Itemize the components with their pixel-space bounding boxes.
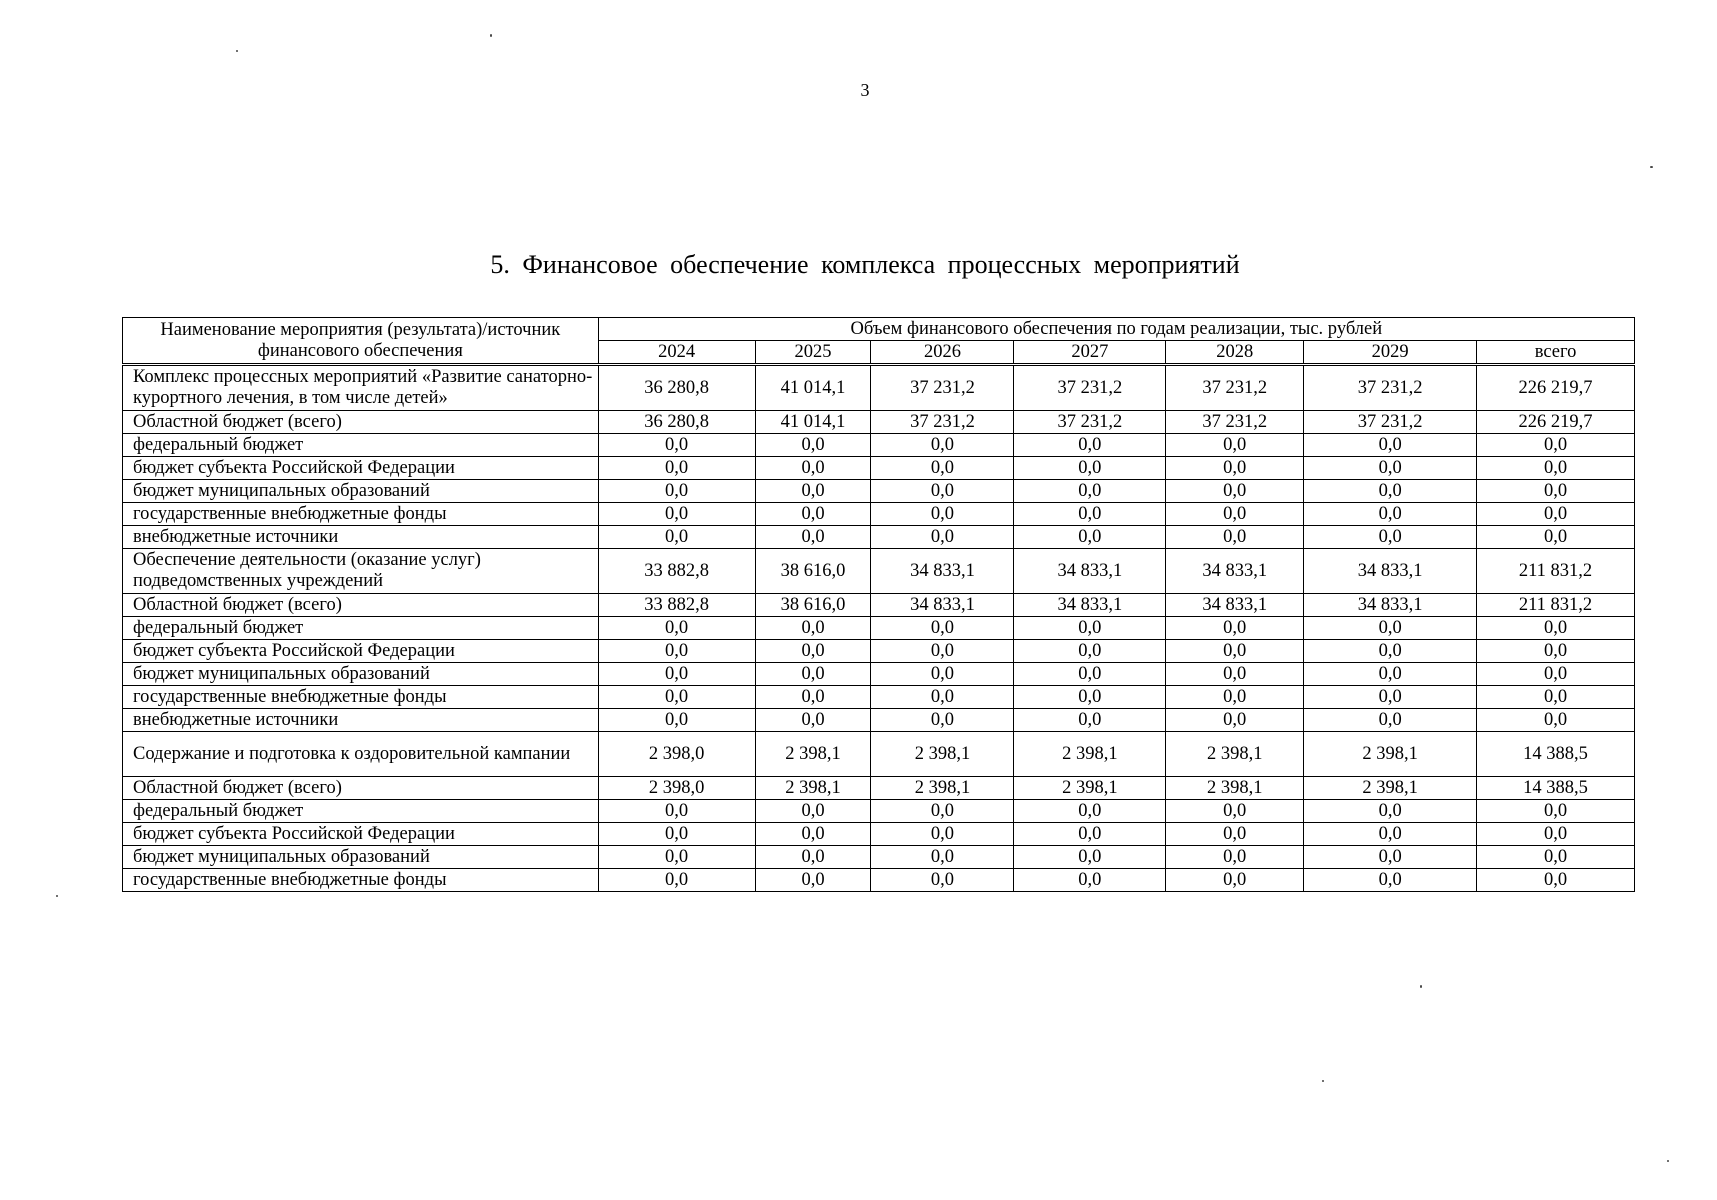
value-cell: 36 280,8: [598, 365, 755, 411]
row-name-cell: федеральный бюджет: [123, 434, 599, 457]
value-cell: 0,0: [1166, 846, 1304, 869]
value-cell: 0,0: [1304, 709, 1477, 732]
row-name-cell: государственные внебюджетные фонды: [123, 869, 599, 892]
value-cell: 0,0: [871, 526, 1014, 549]
value-cell: 37 231,2: [1166, 365, 1304, 411]
value-cell: 0,0: [755, 686, 871, 709]
row-name-cell: внебюджетные источники: [123, 709, 599, 732]
value-cell: 0,0: [598, 434, 755, 457]
value-cell: 0,0: [1014, 617, 1166, 640]
value-cell: 0,0: [1477, 869, 1635, 892]
scan-speck: [1650, 166, 1653, 168]
value-cell: 0,0: [871, 686, 1014, 709]
value-cell: 0,0: [1477, 434, 1635, 457]
value-cell: 2 398,1: [871, 732, 1014, 777]
value-cell: 0,0: [1304, 846, 1477, 869]
value-cell: 14 388,5: [1477, 777, 1635, 800]
value-cell: 0,0: [1304, 526, 1477, 549]
value-cell: 0,0: [1477, 800, 1635, 823]
value-cell: 41 014,1: [755, 365, 871, 411]
row-name-cell: государственные внебюджетные фонды: [123, 503, 599, 526]
value-cell: 0,0: [1166, 480, 1304, 503]
name-column-header: Наименование мероприятия (результата)/источник финансового обеспечения: [123, 318, 599, 365]
table-row: [123, 686, 1635, 709]
table-row: [123, 709, 1635, 732]
value-cell: 0,0: [871, 823, 1014, 846]
value-cell: 0,0: [598, 869, 755, 892]
value-cell: 0,0: [1477, 709, 1635, 732]
value-cell: 33 882,8: [598, 549, 755, 594]
value-cell: 0,0: [1477, 846, 1635, 869]
value-cell: 34 833,1: [1166, 594, 1304, 617]
value-cell: 37 231,2: [871, 411, 1014, 434]
table-row: [123, 434, 1635, 457]
value-cell: 0,0: [1304, 686, 1477, 709]
value-cell: 0,0: [1166, 457, 1304, 480]
value-cell: 0,0: [1477, 503, 1635, 526]
year-header: 2029: [1304, 341, 1477, 365]
value-cell: 2 398,1: [1166, 732, 1304, 777]
table-row: [123, 663, 1635, 686]
value-cell: 226 219,7: [1477, 365, 1635, 411]
value-cell: 2 398,1: [755, 777, 871, 800]
value-cell: 0,0: [1477, 640, 1635, 663]
year-header: 2028: [1166, 341, 1304, 365]
scan-speck: [1322, 1080, 1324, 1082]
row-name-cell: государственные внебюджетные фонды: [123, 686, 599, 709]
value-cell: 0,0: [1014, 686, 1166, 709]
value-cell: 0,0: [1304, 640, 1477, 663]
value-cell: 37 231,2: [1304, 411, 1477, 434]
value-cell: 0,0: [1304, 480, 1477, 503]
value-cell: 211 831,2: [1477, 594, 1635, 617]
table-row: [123, 457, 1635, 480]
value-cell: 2 398,0: [598, 777, 755, 800]
row-name-cell: бюджет субъекта Российской Федерации: [123, 457, 599, 480]
value-cell: 0,0: [871, 869, 1014, 892]
value-cell: 0,0: [598, 709, 755, 732]
table-row: [123, 869, 1635, 892]
value-cell: 0,0: [1304, 457, 1477, 480]
value-cell: 36 280,8: [598, 411, 755, 434]
table-row: [123, 640, 1635, 663]
value-cell: 37 231,2: [1166, 411, 1304, 434]
value-cell: 0,0: [1304, 434, 1477, 457]
value-cell: 0,0: [1014, 869, 1166, 892]
volume-header: Объем финансового обеспечения по годам реализации, тыс. рублей: [598, 318, 1634, 341]
value-cell: 0,0: [1014, 663, 1166, 686]
table-row: [123, 480, 1635, 503]
value-cell: 2 398,1: [755, 732, 871, 777]
value-cell: 38 616,0: [755, 549, 871, 594]
value-cell: 0,0: [598, 846, 755, 869]
year-header: 2024: [598, 341, 755, 365]
table-row: [123, 800, 1635, 823]
row-name-cell: бюджет муниципальных образований: [123, 663, 599, 686]
table-row: [123, 526, 1635, 549]
value-cell: 0,0: [1166, 434, 1304, 457]
row-name-cell: бюджет субъекта Российской Федерации: [123, 823, 599, 846]
value-cell: 0,0: [871, 480, 1014, 503]
value-cell: 34 833,1: [1014, 549, 1166, 594]
row-name-cell: Обеспечение деятельности (оказание услуг) подведомственных учреждений: [123, 549, 599, 594]
value-cell: 0,0: [1014, 846, 1166, 869]
value-cell: 0,0: [598, 503, 755, 526]
value-cell: 0,0: [755, 434, 871, 457]
value-cell: 0,0: [871, 457, 1014, 480]
value-cell: 37 231,2: [1014, 411, 1166, 434]
table-row: [123, 365, 1635, 411]
value-cell: 0,0: [1477, 823, 1635, 846]
value-cell: 41 014,1: [755, 411, 871, 434]
table-row: [123, 549, 1635, 594]
row-name-cell: бюджет субъекта Российской Федерации: [123, 640, 599, 663]
table-row: [123, 823, 1635, 846]
value-cell: 0,0: [1304, 800, 1477, 823]
row-name-cell: Областной бюджет (всего): [123, 411, 599, 434]
value-cell: 0,0: [755, 869, 871, 892]
value-cell: 0,0: [1014, 434, 1166, 457]
row-name-cell: бюджет муниципальных образований: [123, 480, 599, 503]
value-cell: 0,0: [1477, 526, 1635, 549]
value-cell: 0,0: [598, 686, 755, 709]
value-cell: 0,0: [1014, 800, 1166, 823]
value-cell: 34 833,1: [1304, 549, 1477, 594]
value-cell: 34 833,1: [871, 594, 1014, 617]
value-cell: 0,0: [871, 503, 1014, 526]
value-cell: 0,0: [755, 663, 871, 686]
page-title: 5. Финансовое обеспечение комплекса процессных мероприятий: [490, 250, 1240, 279]
value-cell: 0,0: [1166, 869, 1304, 892]
value-cell: 0,0: [598, 640, 755, 663]
value-cell: 2 398,0: [598, 732, 755, 777]
value-cell: 0,0: [755, 503, 871, 526]
value-cell: 226 219,7: [1477, 411, 1635, 434]
value-cell: 2 398,1: [1304, 732, 1477, 777]
table-row: [123, 846, 1635, 869]
value-cell: 0,0: [1304, 503, 1477, 526]
value-cell: 14 388,5: [1477, 732, 1635, 777]
value-cell: 2 398,1: [871, 777, 1014, 800]
value-cell: 0,0: [598, 526, 755, 549]
value-cell: 0,0: [871, 434, 1014, 457]
table-row: [123, 732, 1635, 777]
value-cell: 0,0: [598, 823, 755, 846]
value-cell: 0,0: [755, 640, 871, 663]
value-cell: 2 398,1: [1166, 777, 1304, 800]
value-cell: 0,0: [1304, 823, 1477, 846]
year-header: 2026: [871, 341, 1014, 365]
value-cell: 0,0: [1166, 526, 1304, 549]
table-row: [123, 617, 1635, 640]
value-cell: 0,0: [1014, 480, 1166, 503]
value-cell: 0,0: [755, 526, 871, 549]
row-name-cell: Областной бюджет (всего): [123, 594, 599, 617]
value-cell: 33 882,8: [598, 594, 755, 617]
value-cell: 0,0: [1477, 457, 1635, 480]
value-cell: 0,0: [1166, 640, 1304, 663]
value-cell: 0,0: [598, 617, 755, 640]
value-cell: 0,0: [755, 800, 871, 823]
value-cell: 0,0: [1166, 617, 1304, 640]
value-cell: 0,0: [1477, 480, 1635, 503]
financing-table: [122, 317, 1635, 892]
row-name-cell: Содержание и подготовка к оздоровительной кампании: [123, 732, 599, 777]
value-cell: 0,0: [1304, 869, 1477, 892]
value-cell: 0,0: [1014, 823, 1166, 846]
scan-speck: [1420, 985, 1422, 988]
row-name-cell: федеральный бюджет: [123, 800, 599, 823]
year-header: всего: [1477, 341, 1635, 365]
value-cell: 34 833,1: [1014, 594, 1166, 617]
value-cell: 34 833,1: [1166, 549, 1304, 594]
value-cell: 0,0: [598, 480, 755, 503]
value-cell: 0,0: [598, 457, 755, 480]
value-cell: 34 833,1: [871, 549, 1014, 594]
value-cell: 0,0: [1166, 800, 1304, 823]
value-cell: 211 831,2: [1477, 549, 1635, 594]
row-name-cell: бюджет муниципальных образований: [123, 846, 599, 869]
row-name-cell: Областной бюджет (всего): [123, 777, 599, 800]
row-name-cell: федеральный бюджет: [123, 617, 599, 640]
value-cell: 0,0: [1014, 526, 1166, 549]
value-cell: 0,0: [755, 617, 871, 640]
value-cell: 34 833,1: [1304, 594, 1477, 617]
value-cell: 0,0: [755, 846, 871, 869]
value-cell: 0,0: [755, 823, 871, 846]
value-cell: 37 231,2: [1304, 365, 1477, 411]
value-cell: 37 231,2: [871, 365, 1014, 411]
value-cell: 37 231,2: [1014, 365, 1166, 411]
value-cell: 0,0: [1014, 503, 1166, 526]
table-row: [123, 503, 1635, 526]
table-row: [123, 594, 1635, 617]
value-cell: 0,0: [871, 800, 1014, 823]
value-cell: 0,0: [598, 663, 755, 686]
year-header: 2025: [755, 341, 871, 365]
value-cell: 0,0: [871, 640, 1014, 663]
value-cell: 0,0: [871, 846, 1014, 869]
page-number: 3: [860, 80, 870, 100]
value-cell: 0,0: [1166, 823, 1304, 846]
value-cell: 0,0: [1477, 663, 1635, 686]
row-name-cell: внебюджетные источники: [123, 526, 599, 549]
table-row: [123, 411, 1635, 434]
value-cell: 0,0: [871, 617, 1014, 640]
value-cell: 0,0: [1477, 617, 1635, 640]
value-cell: 0,0: [1166, 503, 1304, 526]
scan-speck: [56, 895, 58, 897]
value-cell: 0,0: [1014, 457, 1166, 480]
value-cell: 0,0: [871, 709, 1014, 732]
row-name-cell: Комплекс процессных мероприятий «Развитие санаторно-курортного лечения, в том числе детей»: [123, 365, 599, 411]
value-cell: 0,0: [1166, 686, 1304, 709]
scan-speck: [1667, 1160, 1669, 1162]
value-cell: 0,0: [1014, 709, 1166, 732]
table-row: [123, 777, 1635, 800]
value-cell: 2 398,1: [1304, 777, 1477, 800]
scan-speck: [490, 34, 492, 37]
value-cell: 0,0: [1166, 663, 1304, 686]
value-cell: 0,0: [598, 800, 755, 823]
value-cell: 0,0: [1304, 617, 1477, 640]
year-header: 2027: [1014, 341, 1166, 365]
value-cell: 0,0: [1014, 640, 1166, 663]
value-cell: 0,0: [755, 480, 871, 503]
scan-speck: [236, 50, 238, 52]
value-cell: 0,0: [1304, 663, 1477, 686]
value-cell: 2 398,1: [1014, 732, 1166, 777]
value-cell: 0,0: [1166, 709, 1304, 732]
value-cell: 0,0: [755, 457, 871, 480]
value-cell: 38 616,0: [755, 594, 871, 617]
value-cell: 2 398,1: [1014, 777, 1166, 800]
value-cell: 0,0: [871, 663, 1014, 686]
value-cell: 0,0: [755, 709, 871, 732]
value-cell: 0,0: [1477, 686, 1635, 709]
